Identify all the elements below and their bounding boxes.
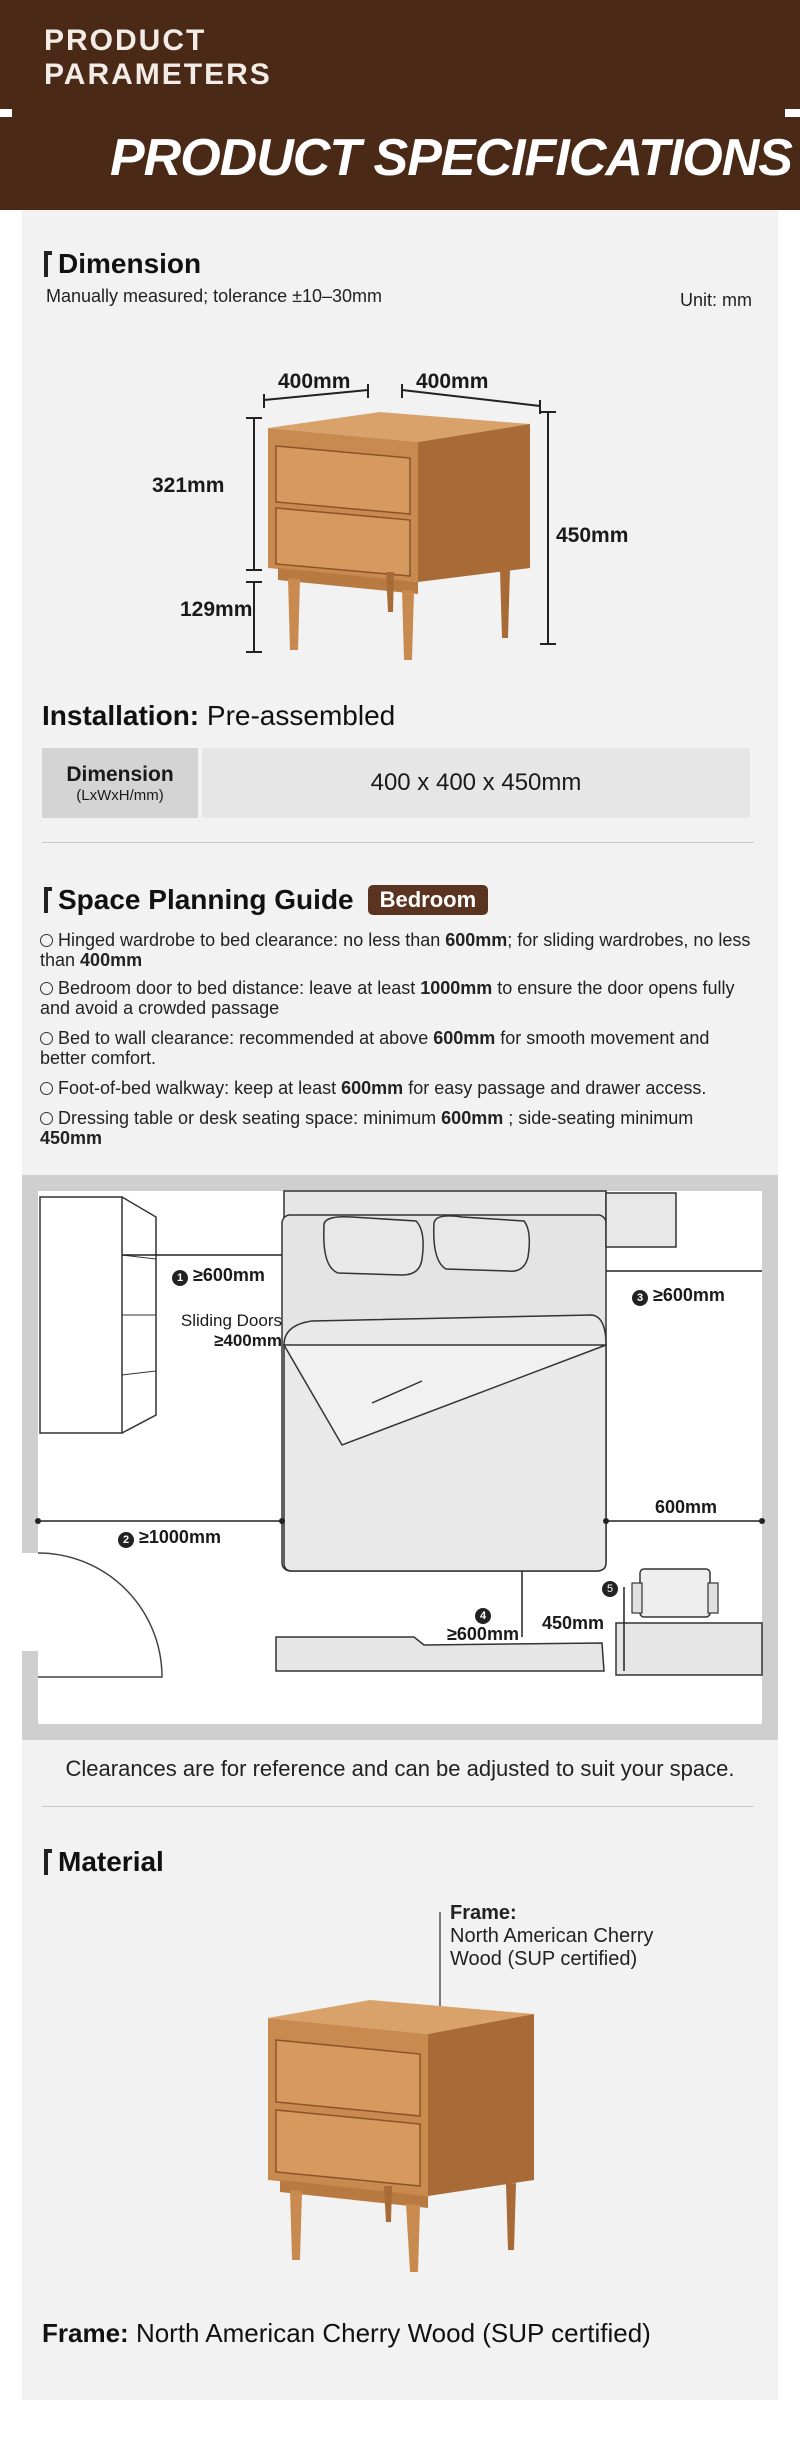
material-heading [44, 1846, 164, 1878]
floor-plan [22, 1175, 778, 1740]
guide-item [40, 1028, 760, 1068]
step-5-icon: 5 [602, 1581, 618, 1597]
header-divider-left [0, 109, 12, 117]
clearance-label-5-icon-wrap [602, 1581, 618, 1597]
step-1-icon: 1 [172, 1270, 188, 1286]
clearance-note: Clearances are for reference and can be adjusted to suit your space. [65, 1756, 735, 1781]
leg-height-label: 129mm [180, 598, 253, 621]
installation-line [42, 700, 395, 732]
space-heading [44, 884, 488, 916]
clearance-label-wall: 600mm [655, 1497, 718, 1517]
frame-callout-line2: Wood (SUP certified) [450, 1948, 638, 1970]
guide-text: ; side-seating minimum [503, 1108, 694, 1128]
dimension-table-header-text: Dimension [66, 762, 174, 786]
guide-item [40, 1078, 760, 1098]
sliding-door-value: ≥400mm [214, 1331, 282, 1350]
frame-callout-label: Frame: [450, 1902, 517, 1924]
dimension-table-value: 400 x 400 x 450mm [202, 748, 750, 818]
material-title: Material [58, 1846, 164, 1877]
guide-text: ; for sliding wardrobes, no less than [40, 930, 751, 970]
dimension-table-header-sub: (LxWxH/mm) [76, 786, 164, 804]
guide-text: Bedroom door to bed distance: leave at least [58, 978, 421, 998]
header-banner [0, 0, 800, 210]
heading-marker-icon [44, 1849, 48, 1875]
bullet-circle-icon [40, 1082, 53, 1095]
installation-value: Pre-assembled [206, 700, 396, 731]
sliding-door-text: Sliding Doors [180, 1311, 282, 1330]
sliding-door-label [170, 1311, 282, 1351]
guide-text: for smooth movement and better comfort. [40, 1028, 710, 1068]
header-line2: PARAMETERS [44, 58, 272, 91]
frame-summary-value: North American Cherry Wood (SUP certified) [135, 2318, 651, 2348]
space-title: Space Planning Guide [58, 884, 354, 915]
clearance-value: ≥600mm [653, 1285, 725, 1305]
bullet-circle-icon [40, 982, 53, 995]
height-label: 450mm [556, 524, 629, 547]
frame-callout-line1: North American Cherry [450, 1925, 654, 1947]
nightstand-dimension-drawing [140, 350, 610, 670]
drawer-height-label: 321mm [152, 474, 225, 497]
guide-text: Foot-of-bed walkway: keep at least [58, 1078, 342, 1098]
depth-label: 400mm [416, 370, 489, 393]
guide-value: 450mm [40, 1128, 103, 1148]
guide-text: Bed to wall clearance: recommended at above [58, 1028, 434, 1048]
bullet-circle-icon [40, 1112, 53, 1125]
clearance-label-1 [172, 1265, 265, 1286]
guide-value: 400mm [80, 950, 143, 970]
clearance-label-2 [118, 1527, 221, 1548]
bullet-circle-icon [40, 934, 53, 947]
guide-value: 600mm [441, 1108, 504, 1128]
guide-text: for easy passage and drawer access. [403, 1078, 707, 1098]
floor-plan-drawing [22, 1175, 778, 1740]
heading-marker-icon [44, 251, 48, 277]
frame-summary [42, 2318, 651, 2349]
clearance-label-4 [438, 1603, 528, 1645]
header-line1: PRODUCT [44, 24, 207, 57]
guide-text: to ensure the door opens fully and avoid a crowded passage [40, 978, 735, 1018]
dimension-note: Manually measured; tolerance ±10–30mm [46, 286, 383, 306]
guide-item [40, 930, 760, 970]
step-4-icon: 4 [475, 1608, 491, 1624]
guide-value: 600mm [433, 1028, 496, 1048]
guide-value: 600mm [445, 930, 508, 950]
bullet-circle-icon [40, 1032, 53, 1045]
guide-item [40, 978, 760, 1018]
clearance-value: ≥1000mm [139, 1527, 221, 1547]
installation-label: Installation: [42, 700, 200, 731]
page-title: PRODUCT SPECIFICATIONS [110, 129, 792, 187]
heading-marker-icon [44, 887, 48, 913]
step-2-icon: 2 [118, 1532, 134, 1548]
dimension-table-header [42, 748, 198, 818]
clearance-label-5: 450mm [542, 1613, 605, 1633]
dimension-heading [44, 248, 201, 280]
step-3-icon: 3 [632, 1290, 648, 1306]
guide-text: Hinged wardrobe to bed clearance: no less than [58, 930, 446, 950]
guide-value: 600mm [341, 1078, 404, 1098]
divider [42, 1806, 754, 1807]
guide-text: Dressing table or desk seating space: minimum [58, 1108, 442, 1128]
dimension-title: Dimension [58, 248, 202, 279]
room-badge: Bedroom [368, 885, 489, 915]
guide-item [40, 1108, 760, 1148]
clearance-label-3 [632, 1285, 725, 1306]
width-label: 400mm [278, 370, 351, 393]
unit-label: Unit: mm [680, 290, 752, 310]
frame-summary-label: Frame: [42, 2318, 129, 2348]
dimension-table [42, 748, 750, 818]
clearance-value: ≥600mm [447, 1624, 519, 1644]
clearance-value: ≥600mm [193, 1265, 265, 1285]
guide-value: 1000mm [420, 978, 493, 998]
header-divider-right [785, 109, 800, 117]
nightstand-material-image [260, 1900, 550, 2280]
divider [42, 842, 754, 843]
